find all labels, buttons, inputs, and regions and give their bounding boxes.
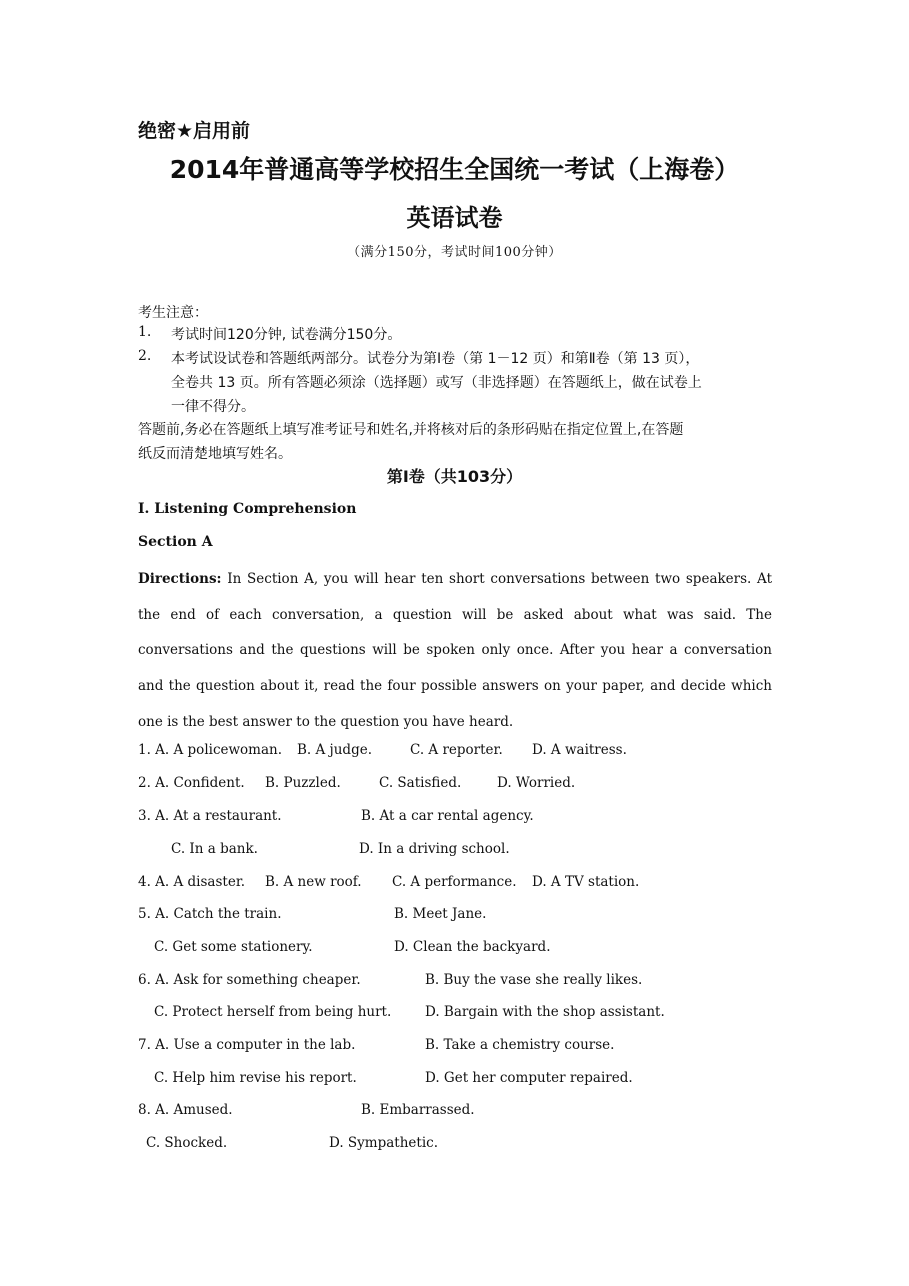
question-2-option-d: D. Worried. — [497, 775, 576, 791]
question-2-option-c: C. Satisfied. — [379, 775, 462, 791]
notice-extra: 纸反而清楚地填写姓名。 — [138, 446, 292, 462]
question-3-option-b: B. At a car rental agency. — [361, 808, 534, 824]
question-3-option-c: C. In a bank. — [171, 841, 258, 857]
question-6-option-b: B. Buy the vase she really likes. — [425, 972, 643, 988]
question-1-option-b: B. A judge. — [297, 742, 372, 758]
exam-subtitle: 英语试卷 — [406, 204, 503, 232]
question-4-option-a: 4. A. A disaster. — [138, 874, 246, 890]
notice-title: 考生注意： — [138, 305, 208, 321]
question-6-option-a: 6. A. Ask for something cheaper. — [138, 972, 361, 988]
question-1-option-a: 1. A. A policewoman. — [138, 742, 283, 758]
question-7-option-b: B. Take a chemistry course. — [425, 1037, 615, 1053]
question-3-option-d: D. In a driving school. — [359, 841, 510, 857]
exam-meta: （满分150分，考试时间100分钟） — [347, 245, 562, 260]
confidential-label: 绝密★启用前 — [138, 120, 251, 142]
question-4-option-d: D. A TV station. — [532, 874, 640, 890]
question-4-option-b: B. A new roof. — [265, 874, 362, 890]
question-5-option-a: 5. A. Catch the train. — [138, 906, 282, 922]
question-7-option-d: D. Get her computer repaired. — [425, 1070, 633, 1086]
notice-item-number: 1. — [138, 324, 152, 340]
notice-item-text: 一律不得分。 — [171, 399, 255, 415]
section-heading: I. Listening Comprehension — [138, 501, 357, 517]
question-5-option-b: B. Meet Jane. — [394, 906, 487, 922]
exam-title: 2014年普通高等学校招生全国统一考试（上海卷） — [169, 155, 740, 184]
question-8-option-d: D. Sympathetic. — [329, 1135, 438, 1151]
question-7-option-c: C. Help him revise his report. — [154, 1070, 357, 1086]
directions-label: Directions: — [138, 571, 222, 587]
question-8-option-a: 8. A. Amused. — [138, 1102, 233, 1118]
question-7-option-a: 7. A. Use a computer in the lab. — [138, 1037, 356, 1053]
question-5-option-d: D. Clean the backyard. — [394, 939, 551, 955]
question-8-option-c: C. Shocked. — [146, 1135, 228, 1151]
notice-item-text: 本考试设试卷和答题纸两部分。试卷分为第Ⅰ卷（第 1－12 页）和第Ⅱ卷（第 13 页）， — [171, 351, 700, 367]
part-heading: 第Ⅰ卷（共103分） — [386, 467, 523, 486]
notice-extra: 答题前,务必在答题纸上填写准考证号和姓名,并将核对后的条形码贴在指定位置上,在答题 — [138, 422, 684, 438]
notice-item-number: 2. — [138, 348, 152, 364]
directions-text: In Section A, you will hear ten short conversations between two speakers. At the end of each conversation, a question will be asked about what was said. The conversations and the questions will be spoken only once. After you hear a conversation and the question about it, read the four possible answers on your paper, and decide which one is the best answer to the question you have heard. — [138, 571, 772, 730]
question-1-option-c: C. A reporter. — [410, 742, 503, 758]
question-6-option-c: C. Protect herself from being hurt. — [154, 1004, 392, 1020]
notice-item-text: 考试时间120分钟, 试卷满分150分。 — [171, 327, 402, 343]
question-5-option-c: C. Get some stationery. — [154, 939, 313, 955]
question-1-option-d: D. A waitress. — [532, 742, 627, 758]
question-8-option-b: B. Embarrassed. — [361, 1102, 475, 1118]
question-2-option-a: 2. A. Confident. — [138, 775, 245, 791]
question-6-option-d: D. Bargain with the shop assistant. — [425, 1004, 665, 1020]
question-3-option-a: 3. A. At a restaurant. — [138, 808, 282, 824]
question-4-option-c: C. A performance. — [392, 874, 517, 890]
directions-paragraph — [138, 562, 772, 741]
subsection-heading: Section A — [138, 534, 213, 550]
notice-item-text: 全卷共 13 页。所有答题必须涂（选择题）或写（非选择题）在答题纸上，做在试卷上 — [171, 375, 702, 391]
question-2-option-b: B. Puzzled. — [265, 775, 341, 791]
